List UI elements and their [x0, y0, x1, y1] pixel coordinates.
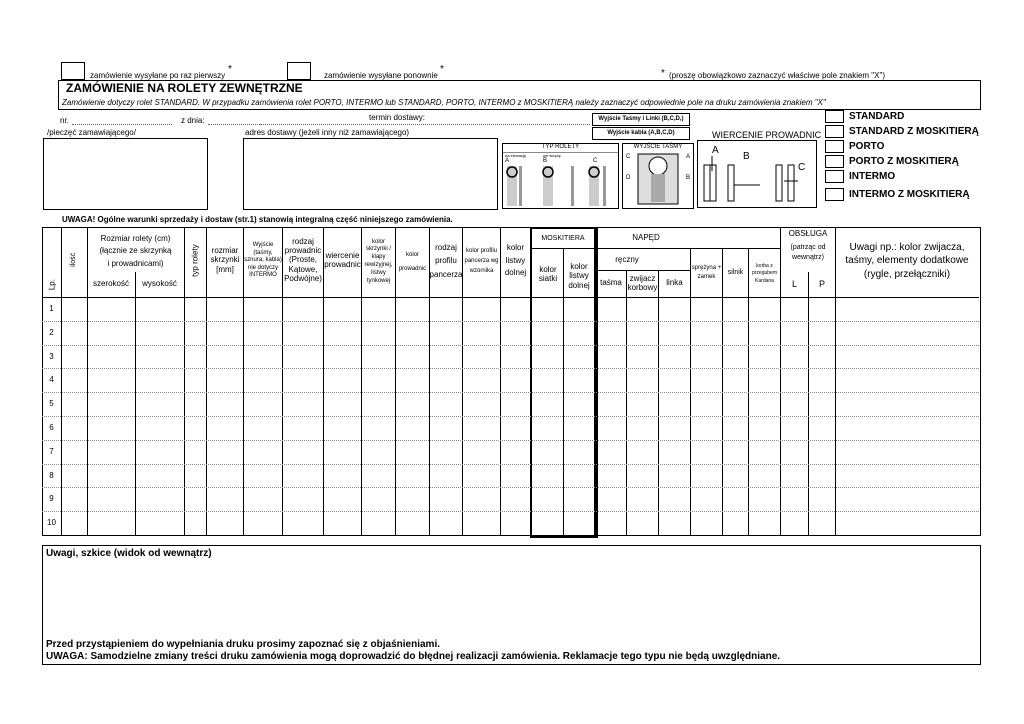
- col-P: P: [818, 278, 825, 289]
- col-patrzac: (patrząc od wewnątrz): [790, 243, 826, 261]
- wyjscie-kabla-label: Wyjście kabla (A,B,C,D): [607, 130, 675, 136]
- col-zwijacz: zwijacz korbowy: [627, 273, 658, 292]
- adres-label: adres dostawy (jeżeli inny niż zamawiającego): [245, 128, 410, 137]
- col-wiercenie-prowadnic: wiercenie prowadnic: [324, 250, 361, 269]
- table-row-number: 1: [49, 304, 54, 314]
- termin-label: termin dostawy:: [369, 113, 426, 122]
- col-uwagi: Uwagi np.: kolor zwijacza, taśmy, elementy dodatkowe (rygle, przełączniki): [845, 241, 969, 280]
- col-kolor-profilu: kolor profilu pancerza wg wzornika: [464, 247, 499, 275]
- przed-label: Przed przystąpieniem do wypełniania druku prosimy zapoznać się z objaśnieniami.: [46, 639, 440, 650]
- letter-a2: A: [686, 154, 691, 160]
- option-label: PORTO Z MOSKITIERĄ: [849, 156, 959, 167]
- first-time-star: *: [228, 64, 232, 75]
- uwagi-szkice-label: Uwagi, szkice (widok od wewnątrz): [46, 548, 212, 559]
- z-dnia-label: z dnia:: [181, 116, 205, 125]
- note-star: *: [661, 68, 665, 79]
- table-row-number: 9: [49, 494, 54, 504]
- table-row-divider: [42, 511, 979, 512]
- table-row-divider: [42, 392, 979, 393]
- table-row-number: 2: [49, 328, 54, 338]
- col-kolor-listwy: kolor listwy dolnej: [504, 242, 527, 278]
- na-elewacje-label: na elewację: [505, 153, 527, 158]
- table-row-number: 4: [49, 375, 54, 385]
- letter-b2: B: [686, 175, 691, 181]
- table-row-divider: [42, 321, 979, 322]
- col-kolor-siatki: kolor siatki: [538, 264, 558, 283]
- col-kolor-skrzynki: kolor skrzynki / klapy rewizyjnej, listwy tynkowej: [364, 238, 393, 284]
- col-kolor-prowadnic: kolor prowadnic: [398, 251, 427, 272]
- option-label: INTERMO Z MOSKITIERĄ: [849, 189, 970, 200]
- table-row-number: 7: [49, 447, 54, 457]
- col-obsluga: OBSŁUGA: [788, 229, 828, 239]
- col-rozmiar-skrzynki: rozmiar skrzynki [mm]: [210, 246, 240, 274]
- col-korba: korba z przegubem Kardana: [751, 262, 777, 284]
- option-label: STANDARD: [849, 111, 905, 122]
- letter-c3: C: [798, 162, 806, 173]
- col-rozmiar-rolety: [87, 229, 184, 273]
- we-wneke-label: we wnękę: [543, 153, 561, 158]
- note-text: (proszę obowiązkowo zaznaczyć właściwe pole znakiem "X"): [669, 71, 885, 80]
- col-lp: Lp.: [47, 279, 57, 291]
- again-label: zamówienie wysyłane ponownie: [324, 71, 438, 80]
- col-kolor-listwy-moskitiera: kolor listwy dolnej: [568, 262, 590, 290]
- letter-b3: B: [743, 151, 750, 162]
- table-row-number: 6: [49, 423, 54, 433]
- col-rodzaj-prowadnic: rodzaj prowadnic (Proste, Kątowe, Podwójne): [284, 237, 322, 283]
- nr-label: nr.: [60, 116, 69, 125]
- table-row-divider: [42, 464, 979, 465]
- table-row-divider: [42, 345, 979, 346]
- table-row-number: 8: [49, 471, 54, 481]
- col-wyjscie: Wyjście (taśmy, sznura, kabla) nie dotyczy INTERMO: [244, 242, 282, 279]
- page-title: ZAMÓWIENIE NA ROLETY ZEWNĘTRZNE: [66, 81, 303, 95]
- first-time-label: zamówienie wysyłane po raz pierwszy: [90, 71, 226, 80]
- letter-c1: C: [593, 158, 598, 164]
- again-star: *: [440, 64, 444, 75]
- pieczec-label: /pieczęć zamawiającego/: [47, 128, 136, 137]
- option-label: PORTO: [849, 141, 885, 152]
- col-typ-rolety: typ rolety: [190, 244, 200, 277]
- rozmiar-rolety-title: Rozmiar rolety (cm): [100, 234, 171, 244]
- col-reczny: ręczny: [615, 255, 639, 265]
- option-label: STANDARD Z MOSKITIERĄ: [849, 126, 979, 137]
- col-tasma: taśma: [600, 278, 622, 288]
- letter-d2: D: [626, 175, 631, 181]
- page-subtitle: Zamówienie dotyczy rolet STANDARD. W przypadku zamówienia rolet PORTO, INTERMO lub STANDARD, PORTO, INTERMO z MOSKITIERĄ należy zaznaczyć odpowiednie pole na druku zamówienia znakiem "X": [62, 98, 826, 107]
- letter-a1: A: [505, 158, 510, 164]
- table-row-number: 5: [49, 399, 54, 409]
- lacznie-label: (łącznie ze skrzynką: [99, 246, 172, 256]
- table-row-number: 10: [47, 518, 56, 528]
- col-szerokosc: szerokość: [92, 279, 129, 289]
- table-row-divider: [42, 416, 979, 417]
- uwaga-footer: UWAGA: Samodzielne zmiany treści druku zamówienia mogą doprowadzić do błędnej realizacji zamówienia. Reklamacje tego typu nie będą uwzględniane.: [46, 651, 781, 662]
- table-row-divider: [42, 440, 979, 441]
- letter-b1: B: [543, 158, 548, 164]
- i-prowadnicami-label: i prowadnicami): [107, 258, 164, 268]
- typ-rolety-title: TYP ROLETY: [541, 144, 580, 150]
- col-linka: linka: [666, 278, 683, 288]
- letter-a3: A: [712, 145, 719, 156]
- wyjscie-tasmy-label: Wyjście Taśmy i Linki (B,C,D,): [598, 116, 684, 122]
- table-row-divider: [42, 487, 979, 488]
- table-row-divider: [42, 368, 979, 369]
- col-naped: NAPĘD: [632, 233, 660, 243]
- col-silnik: silnik: [727, 268, 744, 276]
- table-row-number: 3: [49, 352, 54, 362]
- col-ilosc: ilość: [70, 252, 78, 267]
- col-sprezyna: sprężyna + zamek: [691, 265, 722, 280]
- col-moskitiera: MOSKITIERA: [541, 234, 585, 242]
- col-rodzaj-profilu: rodzaj profilu pancerza: [429, 242, 463, 279]
- option-label: INTERMO: [849, 171, 896, 182]
- col-L: L: [791, 278, 797, 289]
- wyjscie-tasmy-title: WYJŚCIE TAŚMY: [633, 144, 683, 150]
- col-wysokosc: wysokość: [142, 279, 177, 289]
- letter-c2: C: [626, 154, 631, 160]
- wiercenie-title: WIERCENIE PROWADNIC: [712, 130, 822, 140]
- uwaga-line: UWAGA! Ogólne warunki sprzedaży i dostaw (str.1) stanowią integralną część niniejszego zamówienia.: [62, 215, 453, 224]
